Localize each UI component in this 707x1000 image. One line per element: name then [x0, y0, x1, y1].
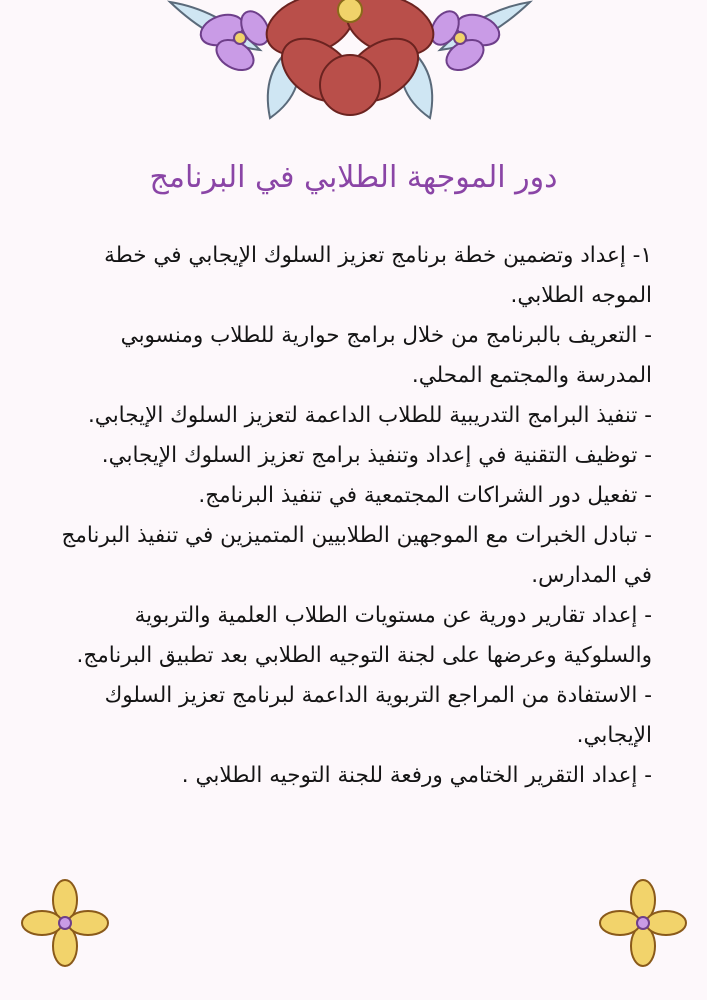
list-item: - إعداد التقرير الختامي ورفعة للجنة التوجيه الطلابي .: [181, 763, 652, 788]
list-item: ١- إعداد وتضمين خطة برنامج تعزيز السلوك الإيجابي في خطة الموجه الطلابي.: [104, 243, 652, 308]
list-item: - تفعيل دور الشراكات المجتمعية في تنفيذ البرنامج.: [198, 483, 652, 508]
list-item: - الاستفادة من المراجع التربوية الداعمة لبرنامج تعزيز السلوك الإيجابي.: [104, 683, 652, 748]
yellow-flower-icon: [598, 878, 688, 968]
role-list: [52, 236, 652, 796]
list-item: - توظيف التقنية في إعداد وتنفيذ برامج تعزيز السلوك الإيجابي.: [101, 443, 652, 468]
list-item: - التعريف بالبرنامج من خلال برامج حوارية للطلاب ومنسوبي المدرسة والمجتمع المحلي.: [120, 323, 652, 388]
list-item: - تنفيذ البرامج التدريبية للطلاب الداعمة لتعزيز السلوك الإيجابي.: [87, 403, 652, 428]
top-flower-illustration: [160, 0, 540, 125]
list-item: - تبادل الخبرات مع الموجهين الطلابيين المتميزين في تنفيذ البرنامج في المدارس.: [61, 523, 652, 588]
yellow-flower-icon: [20, 878, 110, 968]
page-title: دور الموجهة الطلابي في البرنامج: [149, 160, 558, 195]
list-item: - إعداد تقارير دورية عن مستويات الطلاب العلمية والتربوية والسلوكية وعرضها على لجنة التوجيه الطلابي بعد تطبيق البرنامج.: [76, 603, 652, 668]
